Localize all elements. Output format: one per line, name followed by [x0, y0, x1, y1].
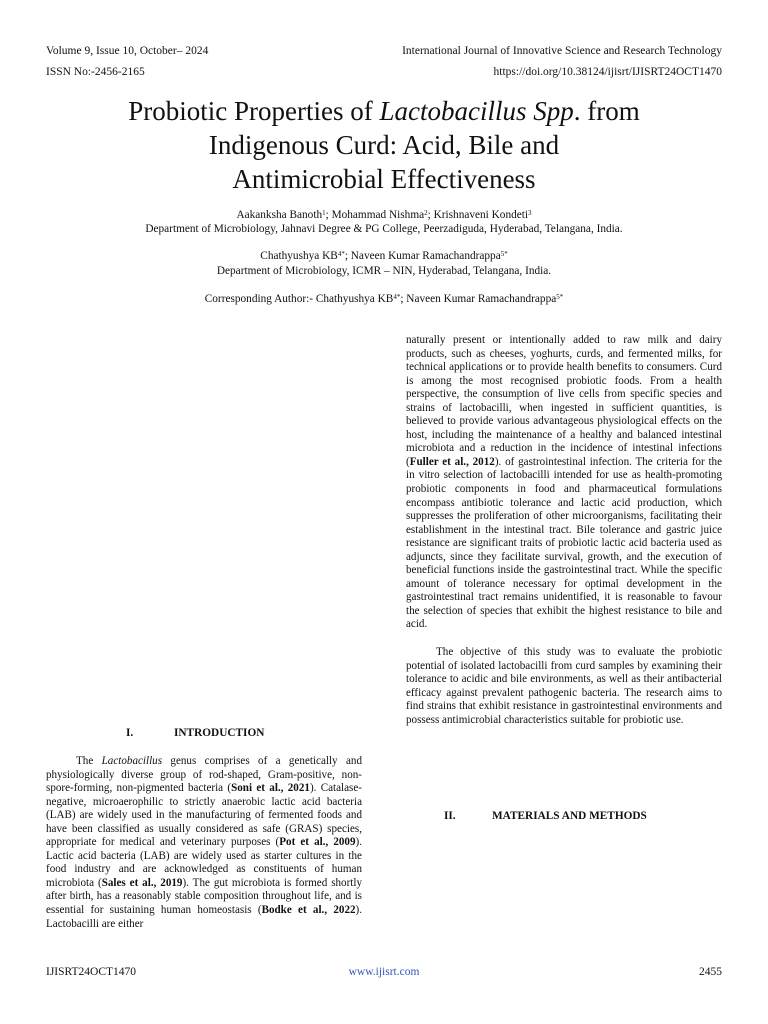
journal-name: International Journal of Innovative Science and Research Technology	[402, 45, 722, 57]
title-part1: Probiotic Properties of	[128, 96, 380, 126]
intro-paragraph: The Lactobacillus genus comprises of a genetically and physiologically diverse group of rod-shaped, Gram-positive, non-spore-forming, non-pigmented bacteria (Soni et al., 2021). Catalase-negative, microaerophilic to strictly anaerobic lactic acid bacteria (LAB) are widely used in the manufacturing of fermented foods and have been classified as usually considered as safe (GRAS) species, appropriate for medical and veterinary purposes (Pot et al., 2009). Lactic acid bacteria (LAB) are widely used as starter cultures in the food industry and are acknowledged as constituents of human microbiota (Sales et al., 2019). The gut microbiota is formed shortly after birth, has a reasonably stable composition throughout life, and is essential for sustaining human homeostasis (Bodke et al., 2022). Lactobacilli are either	[46, 755, 363, 930]
footer-website-link[interactable]: www.ijisrt.com	[348, 966, 420, 978]
author-list-2: Chathyushya $KB^{4*}$; Naveen Kumar Ramachandrappa$^{5*}$	[260, 250, 508, 262]
left-column-text	[46, 755, 362, 931]
right-column-text	[406, 334, 722, 727]
corresponding-author: Corresponding Author:- Chathyushya $KB^{4*}$; Naveen Kumar Ramachandrappa$^{5*}$	[204, 293, 564, 305]
title-italic: Lactobacillus Spp	[379, 96, 574, 126]
volume-issue: Volume 9, Issue 10, October– 2024	[46, 45, 209, 57]
right-paragraph-2: The objective of this study was to evaluate the probiotic potential of isolated lactobacilli from curd samples by examining their tolerance to acidic and bile environments, as well as their antibacterial efficacy against prevalent pathogenic bacteria. The research aims to find strains that exhibit resistance in gastrointestinal environments and possess antimicrobial characteristics suitable for probiotic use.	[406, 646, 722, 726]
title-line3: Antimicrobial Effectiveness	[232, 164, 536, 194]
paper-title	[60, 94, 708, 196]
right-paragraph-1: naturally present or intentionally added to raw milk and dairy products, such as cheeses, yoghurts, curds, and fermented milks, for technical applications or to provide health benefits to consumers. Curd is among the most recognised probiotic foods. From a health perspective, the consumption of live cells from specific species and strains of lactobacilli, when ingested in sufficient quantities, is believed to provide various advantageous physiological effects on the host, including the maintenance of a healthy and balanced intestinal microbiota and a reduction in the incidence of intestinal infections (Fuller et al., 2012). of gastrointestinal infection. The criteria for the in vitro selection of lactobacilli intended for use as health-promoting probiotic components in food and pharmaceutical formulations encompass antibiotic tolerance and lactic acid production, which suppresses the proliferation of other microorganisms, facilitating their establishment in the intestinal tract. Bile tolerance and gastric juice resistance are significant traits of probiotic lactic acid bacteria used as adjuncts, since they facilitate survival, growth, and the execution of beneficial functions inside the gastrointestinal tract. While the specific amount of tolerance necessary for optimal development in the gastrointestinal tract remains unidentified, it is reasonable to favour the selection of species that exhibit the highest resistance to bile and acid.	[406, 334, 722, 631]
title-line2: Indigenous Curd: Acid, Bile and	[208, 130, 560, 160]
author-list-1: Aakanksha Banoth$^1$; Mohammad Nishma$^2$; Krishnaveni Kondeti$^3$	[236, 209, 532, 221]
doi-link[interactable]: https://doi.org/10.38124/ijisrt/IJISRT24OCT1470	[493, 66, 722, 78]
title-part2: . from	[573, 96, 640, 126]
affiliation-2: Department of Microbiology, ICMR – NIN, Hyderabad, Telangana, India.	[216, 265, 552, 277]
section-heading-introduction: I. INTRODUCTION	[126, 727, 265, 739]
section-heading-methods: II. MATERIALS AND METHODS	[444, 810, 647, 822]
page-number: 2455	[699, 966, 722, 978]
footer-article-id: IJISRT24OCT1470	[46, 966, 137, 978]
issn: ISSN No:-2456-2165	[46, 66, 145, 78]
affiliation-1: Department of Microbiology, Jahnavi Degree & PG College, Peerzadiguda, Hyderabad, Telangana, India.	[145, 223, 623, 235]
